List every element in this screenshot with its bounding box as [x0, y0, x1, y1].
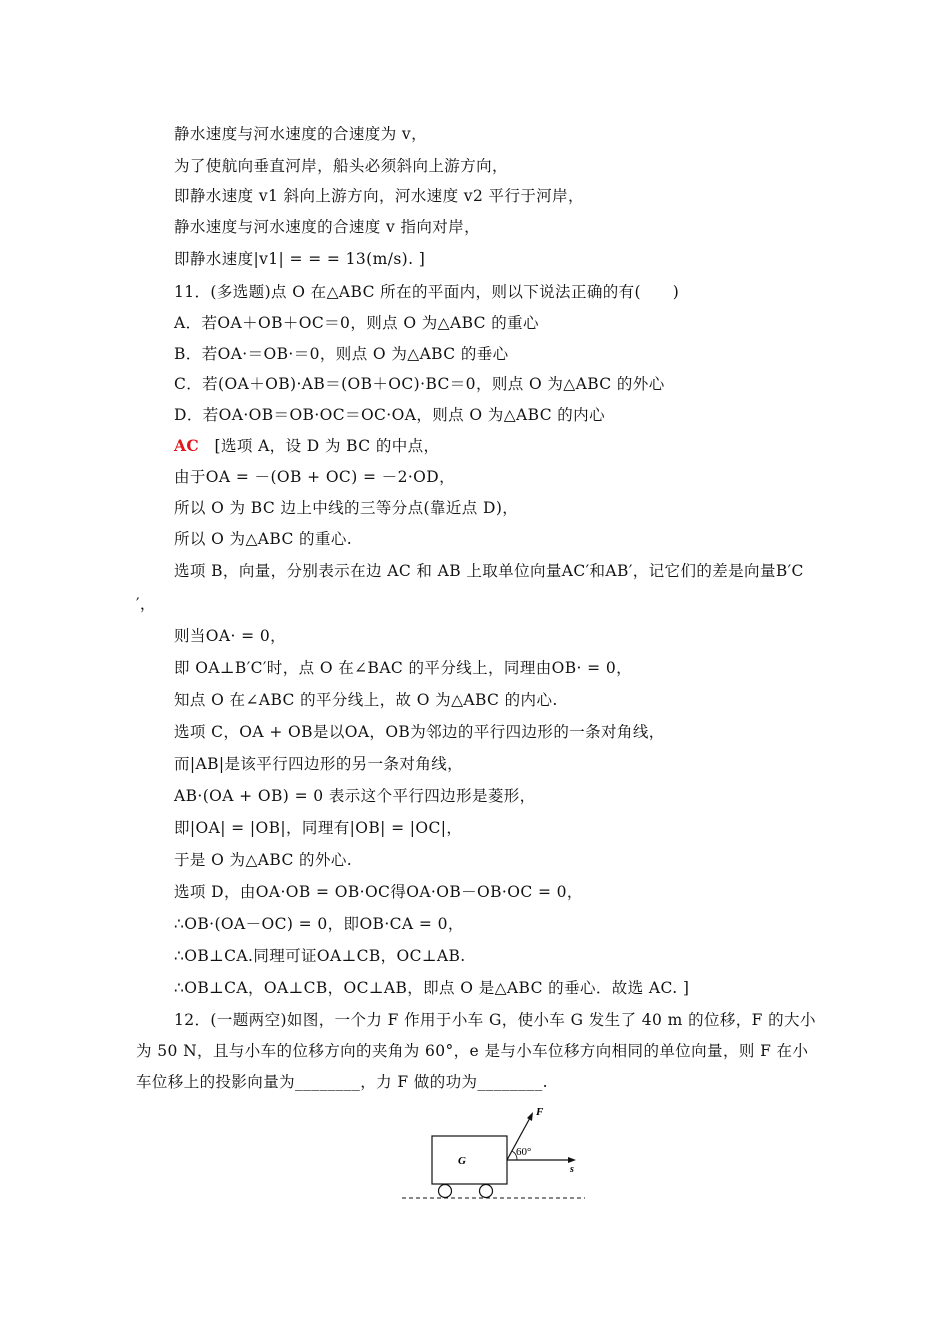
option-d: D．若OA·OB＝OB·OC＝OC·OA，则点 O 为△ABC 的内心: [174, 406, 605, 424]
text-line: 即 OA⊥B′C′时，点 O 在∠BAC 的平分线上，同理由OB· = 0，: [174, 659, 633, 677]
question-12-line-2: 为 50 N，且与小车的位移方向的夹角为 60°，e 是与小车位移方向相同的单位向量，则 F 在小: [136, 1042, 809, 1060]
text-line: 即静水速度|v1| = = = 13(m/s). ]: [174, 250, 426, 268]
option-c: C．若(OA＋OB)·AB＝(OB＋OC)·BC＝0，则点 O 为△ABC 的外心: [174, 375, 665, 393]
angle-label: 60°: [516, 1146, 532, 1158]
text-line: 即|OA| = |OB|，同理有|OB| = |OC|，: [174, 819, 463, 837]
text-line: 静水速度与河水速度的合速度 v 指向对岸，: [174, 218, 481, 236]
text-line: 即静水速度 v1 斜向上游方向，河水速度 v2 平行于河岸，: [174, 187, 584, 205]
text-line-wrap: ′，: [136, 595, 156, 613]
option-a: A．若OA＋OB＋OC＝0，则点 O 为△ABC 的重心: [174, 314, 539, 332]
displacement-label: s: [570, 1164, 574, 1175]
text-line: 而|AB|是该平行四边形的另一条对角线，: [174, 755, 464, 773]
cart-label: G: [458, 1155, 466, 1167]
text-line: 静水速度与河水速度的合速度为 v，: [174, 125, 427, 143]
answer-label: AC: [174, 436, 200, 455]
text-line: 于是 O 为△ABC 的外心.: [174, 851, 353, 869]
text-line: 所以 O 为△ABC 的重心.: [174, 530, 353, 548]
text-line: 所以 O 为 BC 边上中线的三等分点(靠近点 D)，: [174, 499, 519, 517]
text-line: 选项 B，向量，分别表示在边 AC 和 AB 上取单位向量AC′和AB′，记它们的差是向量B′C: [174, 562, 804, 580]
question-12-line-3: 车位移上的投影向量为________，力 F 做的功为________.: [136, 1073, 548, 1091]
cart-wheel-left: [439, 1185, 452, 1198]
cart-body: [432, 1136, 507, 1184]
text-line: 选项 C，OA + OB是以OA，OB为邻边的平行四边形的一条对角线，: [174, 723, 665, 741]
answer-line: [174, 436, 439, 456]
text-line: ∴OB⊥CA.同理可证OA⊥CB，OC⊥AB.: [174, 947, 466, 965]
cart-wheel-right: [480, 1185, 493, 1198]
answer-text: [选项 A，设 D 为 BC 的中点，: [214, 437, 440, 455]
displacement-arrowhead: [568, 1157, 576, 1163]
force-arrowhead: [527, 1112, 533, 1121]
text-line: ∴OB·(OA－OC) = 0，即OB·CA = 0，: [174, 915, 464, 933]
cart-force-figure: [400, 1102, 590, 1202]
force-label: F: [536, 1106, 544, 1118]
text-line: ∴OB⊥CA，OA⊥CB，OC⊥AB，即点 O 是△ABC 的垂心．故选 AC. ]: [174, 979, 690, 997]
text-line: AB·(OA + OB) = 0 表示这个平行四边形是菱形，: [174, 787, 536, 805]
text-line: 选项 D，由OA·OB = OB·OC得OA·OB－OB·OC = 0，: [174, 883, 583, 901]
text-line: 为了使航向垂直河岸，船头必须斜向上游方向，: [174, 157, 508, 175]
question-12-line-1: 12．(一题两空)如图，一个力 F 作用于小车 G，使小车 G 发生了 40 m 的位移，F 的大小: [174, 1011, 816, 1029]
text-line: 则当OA· = 0，: [174, 627, 287, 645]
text-line: 由于OA = －(OB + OC) = －2·OD，: [174, 468, 456, 486]
text-line: 知点 O 在∠ABC 的平分线上，故 O 为△ABC 的内心.: [174, 691, 558, 709]
option-b: B．若OA·＝OB·＝0，则点 O 为△ABC 的垂心: [174, 345, 509, 363]
question-11-stem: 11．(多选题)点 O 在△ABC 所在的平面内，则以下说法正确的有( ): [174, 283, 680, 301]
